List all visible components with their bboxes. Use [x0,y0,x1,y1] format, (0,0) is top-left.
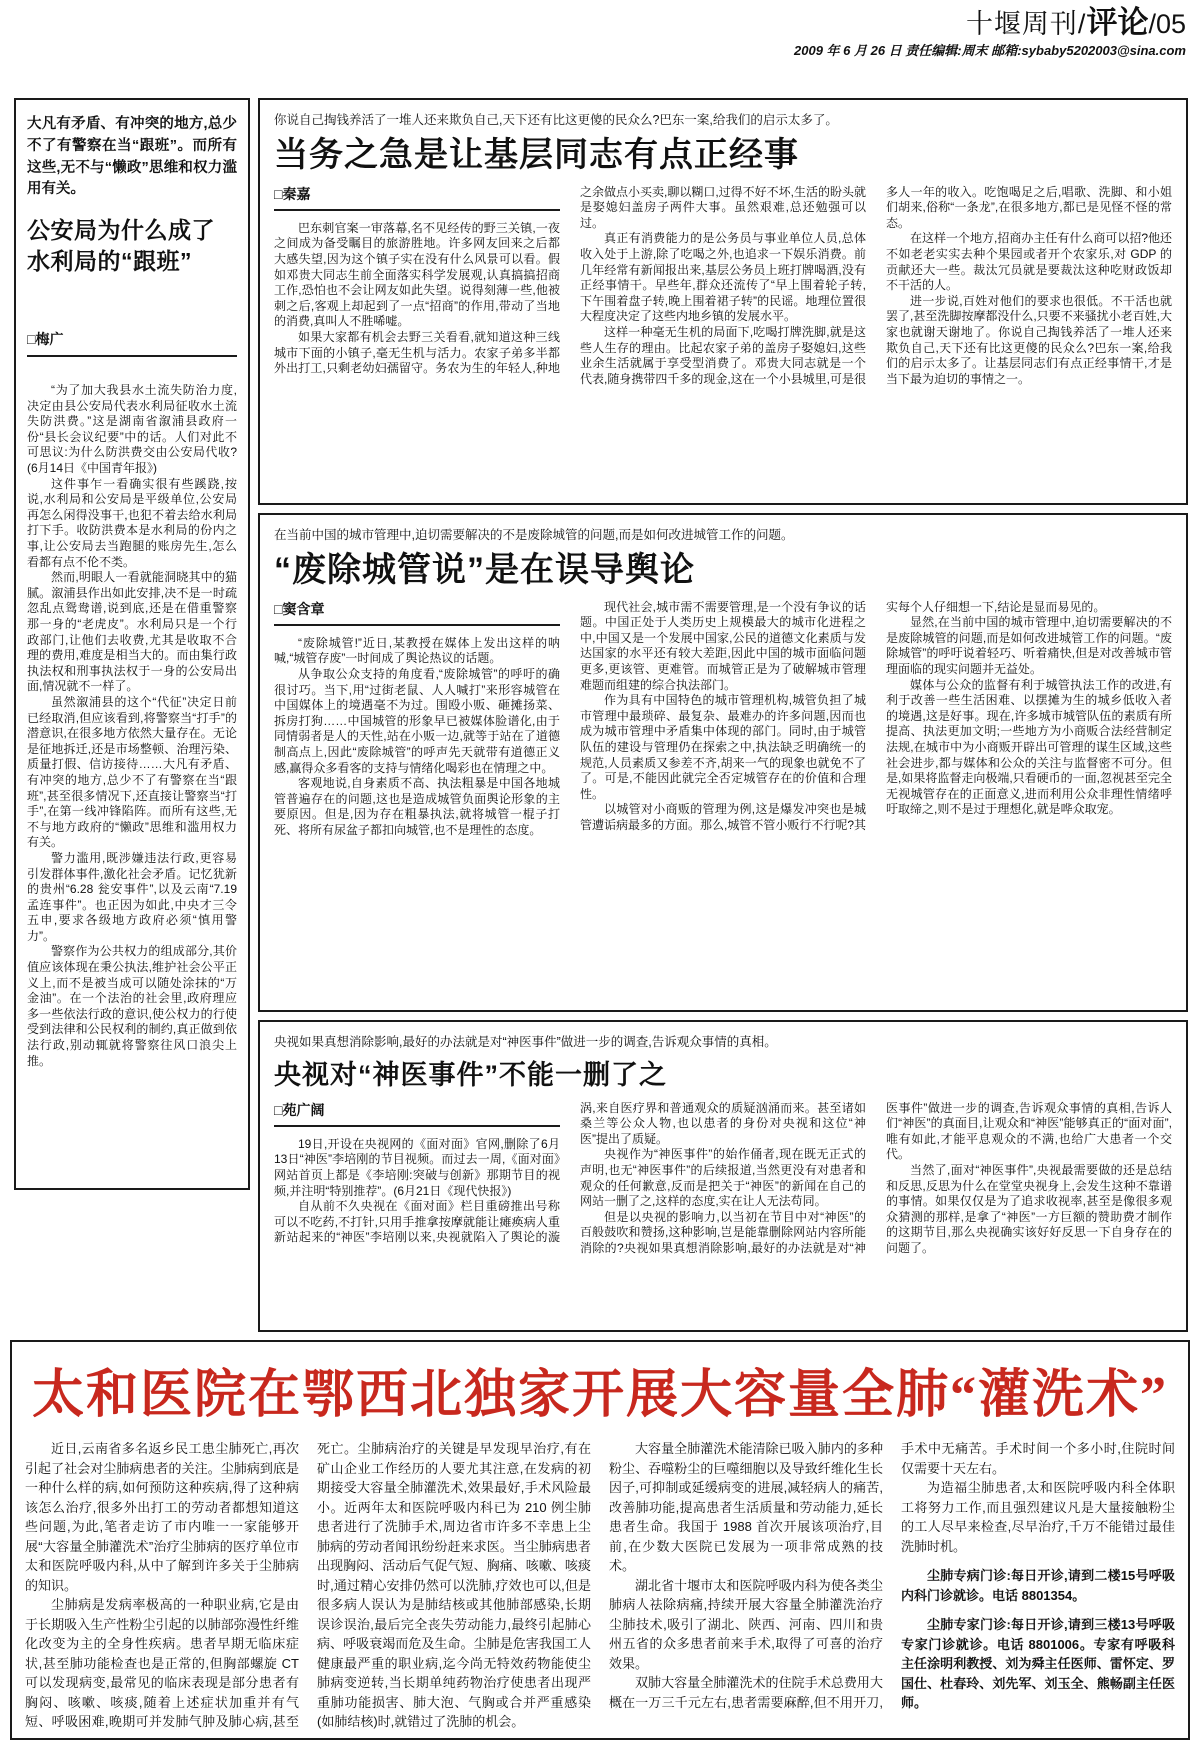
paragraph: 尘肺病是发病率极高的一种职业病,它是由于长期吸入生产性粉尘引起的以肺部弥漫性纤维化改变为主的全身性疾病。患者早期无临床症状,甚至肺功能检查也是正常的,但胸部螺旋 CT 可以发现病变,最常见的临床表现是部分患者有胸闷、咳嗽、咳痰,随着上述症状加重并有气短、呼吸困难,晚期可并发肺气肿及肺心病,甚至死亡。尘肺病治疗的关键是早发现早治疗,有在矿山企业工作经历的人要尤其注意,在发病的初期接受大容量全肺灌洗术,效果最好,手术风险最小。近两年太和医院呼吸内科已为 210 例尘肺患者进行了洗肺手术,周边省市许多不幸患上尘肺病的劳动者闻讯纷纷赶来求医。当尘肺病患者出现胸闷、活动后气促气短、胸痛、咳嗽、咳痰时,通过精心安排仍然可以洗肺,疗效也可以,但是很多病人误认为是肺结核或其他肺部感染,长期误诊误治,最后完全丧失劳动能力,最终引起肺心病、呼吸衰竭而危及生命。尘肺是危害我国工人健康最严重的职业病,迄今尚无特效药物能使尘肺病变逆转,当长期单纯药物治疗使患者出现严重肺功能损害、肺大泡、气胸或合并严重感染(如肺结核)时,就错过了洗肺的机会。 [25,1441,591,1729]
paragraph: 媒体与公众的监督有利于城管执法工作的改进,有利于改善一些生活困难、以摆摊为生的城乡低收入者的境遇,这是好事。现在,许多城市城管队伍的素质有所提高、执法更加文明;一些地方为小商贩合法经营制定法规,在城市中为小商贩开辟出可管理的谋生区域,这些社会进步,都与媒体和公众的关注与监督密不可分。但是,如果将监督走向极端,只看硬币的一面,忽视甚至完全无视城管存在的正面意义,进而利用公众非理性情绪呼吁取缔之,则不是过于理想化,就是哗众取宠。 [886,677,1173,817]
article-cctv-body [274,1101,1172,1257]
article-police-body [27,383,237,1069]
paragraph: 在这样一个地方,招商办主任有什么商可以招?他还不如老老实实去种个果园或者开个农家乐,对 GDP 的贡献还大一些。裁汰冗员就是要裁汰这种吃财政饭却不干活的人。 [886,231,1173,293]
article-chengguan-byline: □窦含章 [274,600,560,626]
masthead-section-name: 评论 [1086,5,1149,40]
paragraph: “废除城管!”近日,某教授在媒体上发出这样的呐喊,“城管存废”一时间成了舆论热议的话题。 [274,635,560,666]
paragraph: 这样一种毫无生机的局面下,吃喝打牌洗脚,就是这些人生存的理由。比起农家子弟的盖房子娶媳妇,这些业余生活就属于享受型消费了。邓贵大同志就是一个代表,随身携带四千多的现金,这在一个小县城里,可是很多人一年的收入。吃饱喝足之后,唱歌、洗脚、和小姐们胡来,俗称“一条龙”,在很多地方,都已是见怪不怪的常态。 [580,184,1172,386]
clinic-info-special: 尘肺专病门诊:每日开诊,请到二楼15号呼吸内科门诊就诊。电话 8801354。 [901,1568,1175,1603]
masthead-title [794,6,1186,40]
article-police-byline: □梅广 [27,329,237,357]
article-badong-byline: □秦嘉 [274,185,560,211]
paragraph: “为了加大我县水土流失防治力度,决定由县公安局代表水利局征收水土流失防洪费。”这是湖南省溆浦县政府一份“县长会议纪要”中的话。人们对此不可思议:为什么防洪费交由公安局代收?(6月14日《中国青年报》) [27,383,237,476]
article-police-headline: 公安局为什么成了水利局的“跟班” [27,217,215,275]
article-badong-headline: 当务之急是让基层同志有点正经事 [274,135,799,174]
paragraph: 大容量全肺灌洗术能清除已吸入肺内的多种粉尘、吞噬粉尘的巨噬细胞以及导致纤维化生长因子,可抑制或延缓病变的进展,减轻病人的痛苦,改善肺功能,提高患者生活质量和劳动能力,延长患者生命。我国于 1988 首次开展该项治疗,目前,在少数大医院已发展为一项非常成熟的技术。 [609,1441,883,1573]
paragraph: 作为具有中国特色的城市管理机构,城管负担了城市管理中最琐碎、最复杂、最难办的许多问题,因而也成为城市管理中矛盾集中体现的部门。同时,由于城管队伍的建设与管理仍在探索之中,执法缺乏明确统一的规范,人员素质又参差不齐,胡来一气的现象也就免不了了。可是,不能因此就完全否定城管存在的价值和合理性。 [580,693,866,801]
paragraph: 央视作为“神医事件”的始作俑者,现在既无正式的声明,也无“神医事件”的后续报道,当然更没有对患者和观众的任何歉意,反而是把关于“神医”的新闻在自己的网站一删了之,这样的态度,实在让人无法苟同。 [580,1147,866,1209]
paragraph: 虽然溆浦县的这个“代征”决定日前已经取消,但应该看到,将警察当“打手”的潜意识,在很多地方依然大量存在。无论是征地拆迁,还是市场整顿、治理污染、质量打假、信访接待……大凡有矛盾、有冲突的地方,总少不了有警察在当“跟班”,甚至很多情况下,还直接让警察当“打手”,在第一线冲锋陷阵。而所有这些,无不与地方政府的“懒政”思维和滥用权力有关。 [27,694,237,850]
paragraph: 巴东刺官案一审落幕,名不见经传的野三关镇,一夜之间成为备受瞩目的旅游胜地。许多网友回来之后都大感失望,因为这个镇子实在没有什么风景可以看。假如邓贵大同志生前全面落实科学发展观,认真搞搞招商工作,恐怕也不会让网友如此失望。说得刻薄一些,他被刺之后,客观上却起到了一点“招商”的作用,带动了当地的消费,真叫人不胜唏嘘。 [274,220,560,329]
paragraph: 客观地说,自身素质不高、执法粗暴是中国各地城管普遍存在的问题,这也是造成城管负面舆论形象的主要原因。但是,因为存在粗暴执法,就将城管一棍子打死、将所有尿盆子都扣向城管,也不是理性的态度。 [274,776,560,837]
paragraph: 为造福尘肺患者,太和医院呼吸内科全体职工将努力工作,而且强烈建议凡是大量接触粉尘的工人尽早来检查,尽早治疗,千万不能错过最佳洗肺时机。 [901,1480,1175,1554]
article-chengguan-box [258,513,1188,1012]
paragraph: 以城管对小商贩的管理为例,这是爆发冲突也是城管遭诟病最多的方面。那么,城管不管小贩行不行呢?其实每个人仔细想一下,结论是显而易见的。 [580,599,1106,832]
article-cctv-lead: 央视如果真想消除影响,最好的办法就是对“神医事件”做进一步的调查,告诉观众事情的真相。 [274,1035,777,1049]
paragraph: 警察作为公共权力的组成部分,其价值应该体现在秉公执法,维护社会公平正义上,而不是被当成可以随处涂抹的“万金油”。在一个法治的社会里,政府理应多一些依法行政的意识,使公权力的行使受到法律和公民权利的制约,真正做到依法行政,别动辄就将警察往风口浪尖上推。 [27,944,237,1068]
article-chengguan-headline: “废除城管说”是在误导舆论 [274,550,695,589]
paragraph: 警力滥用,既涉嫌违法行政,更容易引发群体事件,激化社会矛盾。记忆犹新的贵州“6.28 瓮安事件”,以及云南“7.19 孟连事件”。也正因为如此,中央才三令五申,要求各级地方政府必须“慎用警力”。 [27,850,237,943]
masthead-page-number: /05 [1148,9,1186,39]
paragraph: 然而,明眼人一看就能洞晓其中的猫腻。溆浦县作出如此安排,决不是一时疏忽乱点鸳鸯谱,说到底,还是在借重警察那一身的“老虎皮”。水利局只是一个行政部门,让他们去收费,尤其是收取不合理的费用,难度是相当大的。而由集行政执法权和刑事执法权于一身的公安局出面,情况就不一样了。 [27,570,237,694]
paragraph: 近日,云南省多名返乡民工患尘肺死亡,再次引起了社会对尘肺病患者的关注。尘肺病到底是一种什么样的病,如何预防这种疾病,得了这种病该怎么治疗,很多外出打工的劳动者都想知道这些问题,为此,笔者走访了市内唯一一家能够开展“大容量全肺灌洗术”治疗尘肺病的医疗单位市太和医院呼吸内科,从中了解到许多关于尘肺病的知识。 [25,1441,299,1593]
paragraph: 但是以央视的影响力,以当初在节目中对“神医”的百般鼓吹和赞扬,这种影响,岂是能靠删除网站内容所能消除的?央视如果真想消除影响,最好的办法就是对“神医事件”做进一步的调查,告诉观众事情的真相,告诉人们“神医”的真面目,让观众和“神医”能够真正的“面对面”,唯有如此,才能平息观众的不满,也给广大患者一个交代。 [580,1100,1172,1255]
advertorial-body [25,1439,1175,1732]
paragraph: 进一步说,百姓对他们的要求也很低。不干活也就罢了,甚至洗脚按摩都没什么,只要不来骚扰小老百姓,大家也就谢天谢地了。你说自己掏钱养活了一堆人还来欺负自己,天下还有比这更傻的民众么?巴东一案,给我们的启示太多了。让基层同志们有点正经事情干,才是当下最为迫切的事情之一。 [886,293,1173,386]
paragraph: 这件事乍一看确实很有些蹊跷,按说,水利局和公安局是平级单位,公安局再怎么闲得没事干,也犯不着去给水利局打下手。收防洪费本是水利局的份内之事,让公安局去当跑腿的账房先生,怎么看都有点不伦不类。 [27,476,237,569]
article-cctv-headline: 央视对“神医事件”不能一删了之 [274,1059,667,1090]
clinic-info-expert: 尘肺专家门诊:每日开诊,请到三楼13号呼吸专家门诊就诊。电话 8801006。专家有呼吸科主任涂明利教授、刘为舜主任医师、雷怀定、罗国仕、杜春玲、刘先军、刘玉全、熊畅副主任医师。 [901,1617,1175,1710]
paragraph: 从争取公众支持的角度看,“废除城管”的呼吁的确很讨巧。当下,用“过街老鼠、人人喊打”来形容城管在中国媒体上的境遇毫不为过。围殴小贩、砸摊扬菜、拆房打狗……中国城管的形象早已被媒体脸谱化,由于同情弱者是人的天性,站在小贩一边,就等于站在了道德制高点上,因此“废除城管”的呼声先天就带有道德正义感,赢得众多看客的支持与情绪化喝彩也在情理之中。 [274,666,560,775]
paragraph: 自从前不久央视在《面对面》栏目重磅推出号称可以不吃药,不打针,只用手推拿按摩就能让瘫痪病人重新站起来的“神医”李培刚以来,央视就陷入了舆论的漩涡,来自医疗界和普通观众的质疑汹涌而来。甚至诸如桑兰等公众人物,也以患者的身份对央视和这位“神医”提出了质疑。 [274,1100,866,1245]
paragraph: 真正有消费能力的是公务员与事业单位人员,总体收入处于上游,除了吃喝之外,也追求一下娱乐消费。前几年经常有新闻报出来,基层公务员上班打牌喝酒,没有正经事情干。早些年,群众还流传了“早上围着轮子转,下午围着盘子转,晚上围着裙子转”的民谣。地理位置很大程度决定了这些内地乡镇的发展水平。 [580,231,866,324]
article-badong-lead: 你说自己掏钱养活了一堆人还来欺负自己,天下还有比这更傻的民众么?巴东一案,给我们的启示太多了。 [274,113,838,127]
paragraph: 当然了,面对“神医事件”,央视最需要做的还是总结和反思,反思为什么在堂堂央视身上,会发生这种不靠谱的事情。如果仅仅是为了追求收视率,甚至是像很多观众猜测的那样,是拿了“神医”一方巨额的赞助费才制作的这期节目,那么央视确实该好好反思一下自身存在的问题了。 [886,1162,1172,1255]
paragraph: 如果大家都有机会去野三关看看,就知道这种三线城市下面的小镇子,毫无生机与活力。农家子弟多半都外出打工,只剩老幼妇孺留守。务农为生的年轻人,种地之余做点小买卖,聊以糊口,过得不好不坏,生活的盼头就是娶媳妇盖房子两件大事。虽然艰难,总还勉强可以过。 [274,184,867,376]
article-cctv-byline: □苑广阔 [274,1101,560,1127]
masthead-paper-name: 十堰周刊/ [965,9,1087,39]
hospital-advertorial-box [10,1340,1190,1740]
article-cctv-box [258,1020,1188,1332]
paragraph: 显然,在当前中国的城市管理中,迫切需要解决的不是废除城管的问题,而是如何改进城管工作的问题。“废除城管”的呼吁说着轻巧、听着痛快,但是对改善城市管理面临的现实问题并无益处。 [886,615,1172,676]
paragraph: 湖北省十堰市太和医院呼吸内科为使各类尘肺病人祛除病痛,持续开展大容量全肺灌洗治疗尘肺技术,吸引了湖北、陕西、河南、四川和贵州五省的众多患者前来手术,取得了可喜的治疗效果。 [609,1577,883,1671]
article-chengguan-body [274,600,1172,839]
paragraph: 19日,开设在央视网的《面对面》官网,删除了6月13日“神医”李培刚的节目视频。而过去一周,《面对面》网站首页上都是《李培刚:突破与创新》那期节目的视频,并注明“特别推荐”。(6月21日《现代快报》) [274,1136,560,1198]
masthead [794,6,1186,58]
article-police-box [14,98,250,1190]
article-chengguan-lead: 在当前中国的城市管理中,迫切需要解决的不是废除城管的问题,而是如何改进城管工作的问题。 [274,528,794,542]
paragraph: 现代社会,城市需不需要管理,是一个没有争议的话题。中国正处于人类历史上规模最大的城市化进程之中,中国又是一个发展中国家,公民的道德文化素质与发达国家的水平还有较大差距,因此中国的城市面临问题更多,更该管、更难管。而城管正是为了破解城市管理难题而组建的综合执法部门。 [580,599,866,692]
masthead-dateline: 2009 年 6 月 26 日 责任编辑:周末 邮箱:sybaby5202003@sina.com [794,43,1186,59]
article-badong-body [274,185,1172,388]
paragraph: 双肺大容量全肺灌洗术的住院手术总费用大概在一万三千元左右,患者需要麻醉,但不用开刀,手术中无痛苦。手术时间一个多小时,住院时间仅需要十天左右。 [609,1441,1175,1710]
advertorial-headline: 太和医院在鄂西北独家开展大容量全肺“灌洗术” [31,1367,1168,1424]
article-police-intro: 大凡有矛盾、有冲突的地方,总少不了有警察在当“跟班”。而所有这些,无不与“懒政”思维和权力滥用有关。 [27,116,237,198]
article-badong-box [258,98,1188,505]
